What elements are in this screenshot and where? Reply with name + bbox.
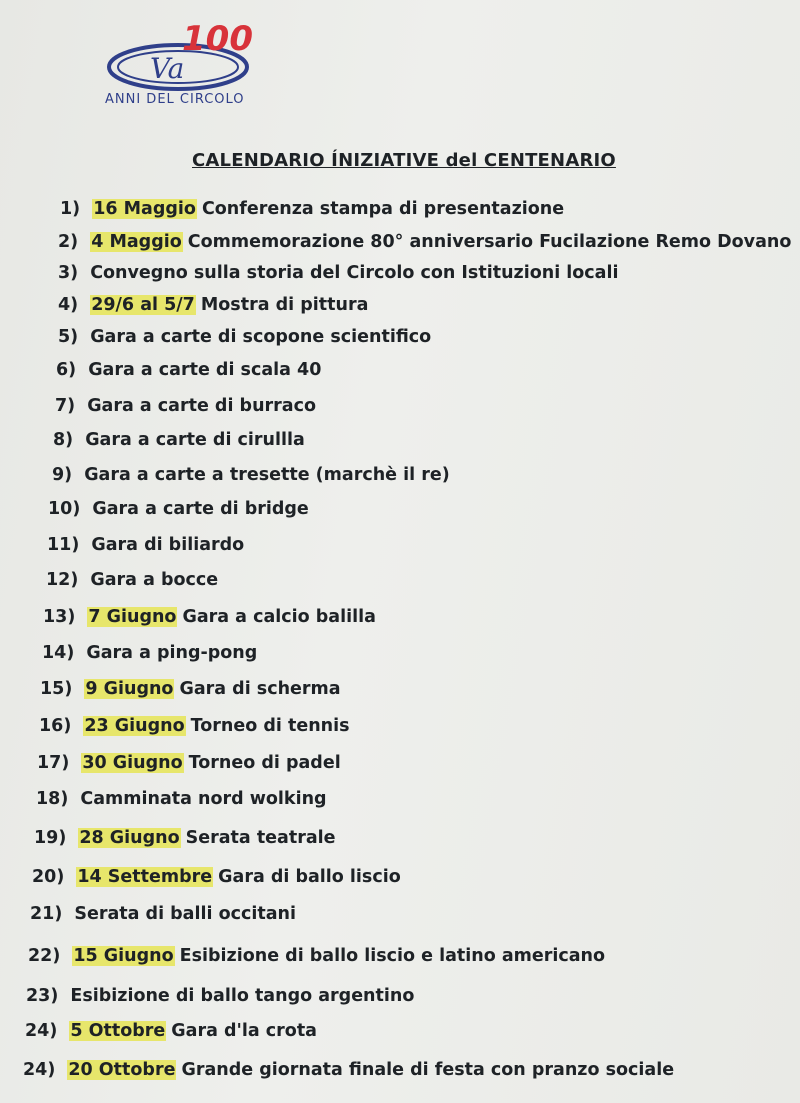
item-description: Gara a carte di cirullla [85, 430, 305, 450]
page-title: CALENDARIO ÍNIZIATIVE del CENTENARIO [192, 150, 616, 171]
list-item [60, 197, 564, 221]
item-number: 12) [46, 570, 79, 590]
item-number: 23) [26, 986, 59, 1006]
item-number: 13) [43, 607, 76, 627]
item-description: Gara a carte a tresette (marchè il re) [84, 465, 450, 485]
item-number: 7) [55, 396, 76, 416]
item-description: Gara d'la crota [171, 1021, 317, 1041]
item-description: Mostra di pittura [200, 295, 369, 315]
list-item [37, 751, 341, 775]
item-number: 18) [36, 789, 69, 809]
item-number: 3) [58, 263, 79, 283]
logo-monogram: Va [150, 52, 185, 85]
item-description: Gara di ballo liscio [218, 867, 401, 887]
list-item [40, 677, 341, 701]
item-number: 1) [60, 199, 81, 219]
list-item [26, 984, 414, 1008]
item-number: 22) [28, 946, 61, 966]
item-description: Gara a ping-pong [86, 643, 258, 663]
list-item [47, 533, 244, 557]
item-description: Gara a carte di bridge [92, 499, 309, 519]
item-number: 4) [58, 295, 79, 315]
item-description: Conferenza stampa di presentazione [201, 199, 565, 219]
item-number: 9) [52, 465, 73, 485]
list-item [34, 826, 336, 850]
item-description: Gara a carte di scopone scientifico [90, 327, 432, 347]
logo-caption: ANNI DEL CIRCOLO [105, 92, 245, 107]
logo-number: 100 [182, 19, 253, 59]
item-number: 15) [40, 679, 73, 699]
item-date-highlight: 28 Giugno [79, 828, 180, 848]
item-number: 21) [30, 904, 63, 924]
list-item [46, 568, 218, 592]
item-description: Gara di scherma [179, 679, 341, 699]
item-description: Esibizione di ballo liscio e latino americano [179, 946, 606, 966]
item-number: 16) [39, 716, 72, 736]
item-number: 5) [58, 327, 79, 347]
item-date-highlight: 16 Maggio [93, 199, 196, 219]
item-date-highlight: 4 Maggio [91, 232, 182, 252]
item-description: Torneo di tennis [190, 716, 350, 736]
list-item [43, 605, 376, 629]
item-description: Gara a bocce [90, 570, 219, 590]
item-date-highlight: 14 Settembre [77, 867, 213, 887]
list-item [48, 497, 309, 521]
list-item [30, 902, 296, 926]
item-description: Gara a carte di scala 40 [88, 360, 322, 380]
item-number: 24) [25, 1021, 58, 1041]
item-description: Esibizione di ballo tango argentino [70, 986, 415, 1006]
list-item [58, 230, 791, 254]
item-number: 8) [53, 430, 74, 450]
item-description: Grande giornata finale di festa con pranzo sociale [181, 1060, 675, 1080]
item-number: 2) [58, 232, 79, 252]
list-item [28, 944, 605, 968]
item-number: 11) [47, 535, 80, 555]
item-date-highlight: 15 Giugno [73, 946, 174, 966]
list-item [23, 1058, 674, 1082]
list-item [53, 428, 305, 452]
item-number: 6) [56, 360, 77, 380]
item-description: Serata teatrale [185, 828, 336, 848]
list-item [58, 325, 431, 349]
list-item [58, 293, 368, 317]
list-item [55, 394, 316, 418]
item-description: Gara a calcio balilla [182, 607, 376, 627]
list-item [52, 463, 450, 487]
list-item [32, 865, 401, 889]
item-date-highlight: 5 Ottobre [70, 1021, 166, 1041]
item-description: Serata di balli occitani [74, 904, 296, 924]
item-date-highlight: 20 Ottobre [68, 1060, 176, 1080]
item-description: Commemorazione 80° anniversario Fucilazione Remo Dovano [187, 232, 792, 252]
item-description: Camminata nord wolking [80, 789, 327, 809]
item-description: Torneo di padel [188, 753, 341, 773]
list-item [56, 358, 321, 382]
item-date-highlight: 30 Giugno [82, 753, 183, 773]
item-date-highlight: 7 Giugno [88, 607, 177, 627]
item-date-highlight: 29/6 al 5/7 [91, 295, 195, 315]
item-number: 17) [37, 753, 70, 773]
item-description: Gara a carte di burraco [87, 396, 317, 416]
list-item [25, 1019, 317, 1043]
list-item [36, 787, 327, 811]
item-number: 24) [23, 1060, 56, 1080]
item-number: 10) [48, 499, 81, 519]
item-description: Gara di biliardo [91, 535, 245, 555]
list-item [42, 641, 257, 665]
item-date-highlight: 23 Giugno [84, 716, 185, 736]
item-description: Convegno sulla storia del Circolo con Istituzioni locali [90, 263, 619, 283]
list-item [58, 261, 619, 285]
item-number: 14) [42, 643, 75, 663]
list-item [39, 714, 350, 738]
item-number: 19) [34, 828, 67, 848]
item-number: 20) [32, 867, 65, 887]
item-date-highlight: 9 Giugno [85, 679, 174, 699]
